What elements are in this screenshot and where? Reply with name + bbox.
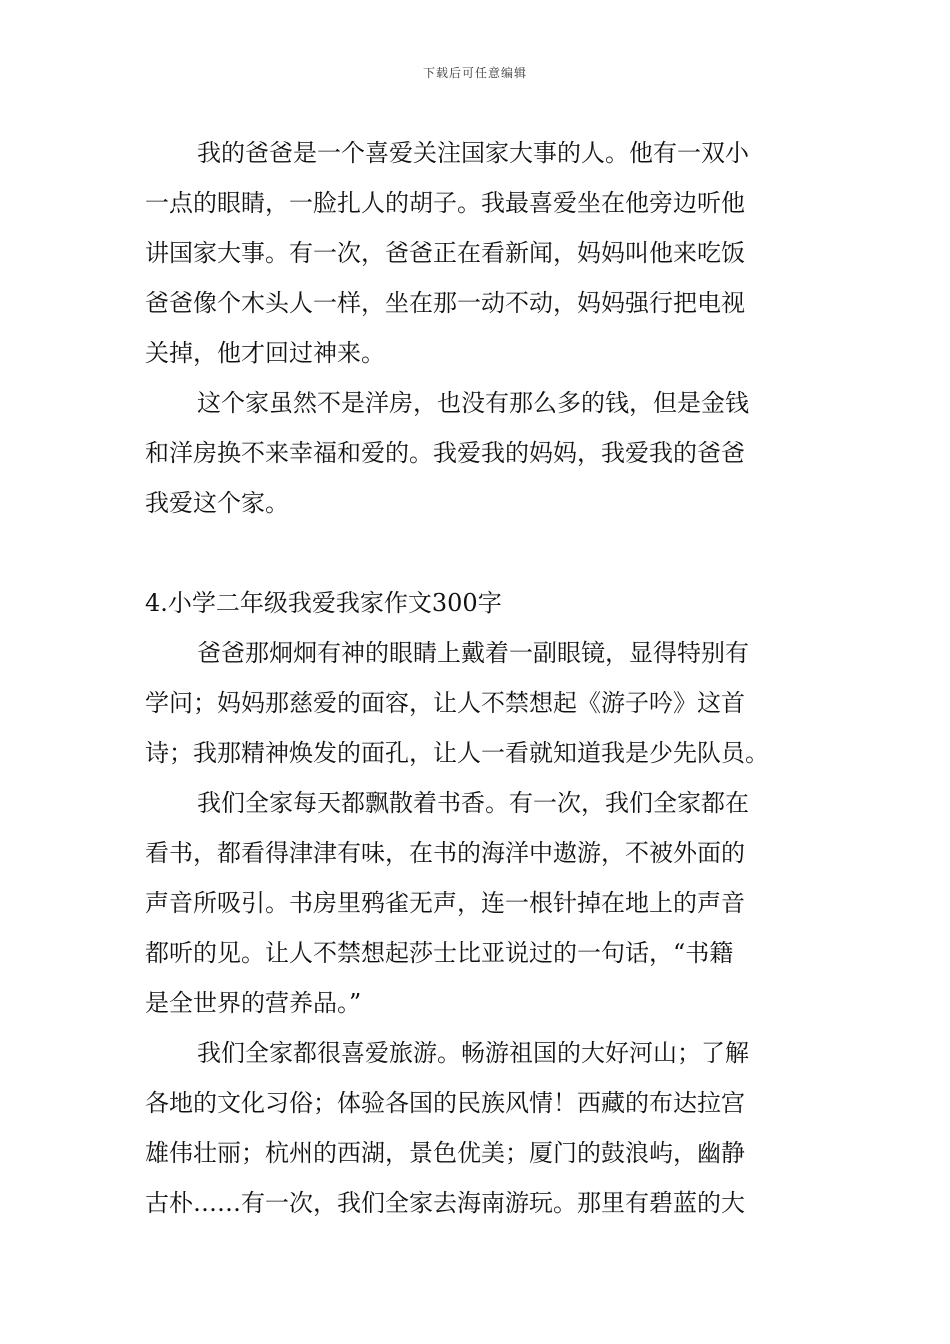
text-line: 都听的见。让人不禁想起莎士比亚说过的一句话，“书籍	[145, 939, 734, 967]
text-line: 这个家虽然不是洋房，也没有那么多的钱，但是金钱	[197, 389, 749, 417]
text-line: 爸爸那炯炯有神的眼睛上戴着一副眼镜，显得特别有	[197, 639, 749, 667]
text-line: 我爱这个家。	[145, 489, 289, 517]
text-line: 我的爸爸是一个喜爱关注国家大事的人。他有一双小	[197, 139, 749, 167]
text-line: 讲国家大事。有一次，爸爸正在看新闻，妈妈叫他来吃饭	[145, 239, 745, 267]
text-line: 和洋房换不来幸福和爱的。我爱我的妈妈，我爱我的爸爸	[145, 439, 745, 467]
text-line: 雄伟壮丽；杭州的西湖，景色优美；厦门的鼓浪屿，幽静	[145, 1139, 745, 1167]
text-line: 关掉，他才回过神来。	[145, 339, 385, 367]
text-line: 爸爸像个木头人一样，坐在那一动不动，妈妈强行把电视	[145, 289, 745, 317]
paragraph-family-faces	[145, 628, 805, 778]
paragraph-home	[145, 378, 805, 528]
text-line: 各地的文化习俗；体验各国的民族风情！西藏的布达拉宫	[145, 1089, 745, 1117]
text-line: 我们全家都很喜爱旅游。畅游祖国的大好河山；了解	[197, 1039, 749, 1067]
paragraph-travel	[145, 1028, 805, 1228]
text-line: 是全世界的营养品。”	[145, 989, 362, 1017]
text-line: 诗；我那精神焕发的面孔，让人一看就知道我是少先队员。	[145, 739, 769, 767]
text-line: 学问；妈妈那慈爱的面容，让人不禁想起《游子吟》这首	[145, 689, 745, 717]
paragraph-reading	[145, 778, 805, 1028]
text-line: 我们全家每天都飘散着书香。有一次，我们全家都在	[197, 789, 749, 817]
page-header: 下载后可任意编辑	[422, 66, 527, 80]
blank-line	[145, 528, 805, 578]
text-line: 声音所吸引。书房里鸦雀无声，连一根针掉在地上的声音	[145, 889, 745, 917]
text-line: 一点的眼睛，一脸扎人的胡子。我最喜爱坐在他旁边听他	[145, 189, 745, 217]
text-line: 古朴……有一次，我们全家去海南游玩。那里有碧蓝的大	[145, 1189, 745, 1217]
document-body	[145, 128, 805, 1228]
section-heading: 4.小学二年级我爱我家作文300字	[145, 589, 502, 617]
text-line: 看书，都看得津津有味，在书的海洋中遨游，不被外面的	[145, 839, 745, 867]
paragraph-father	[145, 128, 805, 378]
